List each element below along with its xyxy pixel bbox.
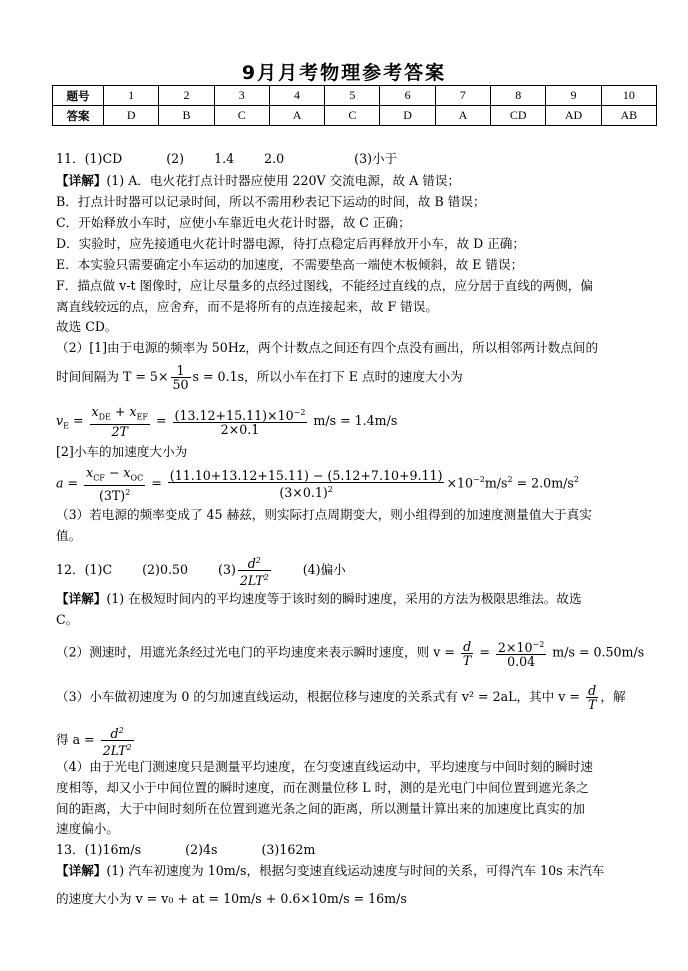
q11-part2-value2: 2.0 [264, 151, 285, 166]
formula-sub: EF [136, 412, 148, 422]
fraction-numerator: d [586, 684, 598, 698]
formula-var: 2LT [102, 743, 127, 759]
formula-sub: E [63, 421, 69, 431]
q12-part2: (2)0.50 [142, 562, 189, 578]
q13-detail-line: 的速度大小为 v = v₀ + at = 10m/s + 0.6×10m/s = 16m/s [56, 891, 407, 906]
q12-accel-result [56, 724, 136, 757]
detail-tag: 【详解】 [56, 173, 107, 188]
formula-sub: CF [93, 473, 105, 483]
q12-detail-line: 度相等，却又小于中间位置的瞬时速度，而在测量位移 L 时，测的是光电门中间位置到遮光条之 [56, 780, 589, 795]
formula-text: m/s = 1.4m/s [313, 412, 398, 428]
formula-var: a [56, 475, 64, 491]
formula-text: = 2.0m/s [512, 475, 574, 491]
fraction-numerator: $x_{DE} + x_{EF}$ [90, 405, 150, 425]
formula-var: x [129, 404, 137, 419]
q11-detail-line: [2]小车的加速度大小为 [56, 444, 188, 459]
q12-part1: 12．(1)C [56, 562, 113, 578]
fraction-denominator: 0.04 [507, 654, 536, 670]
q12-speed-formula: （2）测速时，用遮光条经过光电门的平均速度来表示瞬时速度，则 v = $\frac{d}{T}$ = $\frac{2\times 10^{-2}}{0.04}$ m/s = 0.50m/s [56, 638, 645, 670]
table-cell: AD [546, 106, 601, 126]
table-cell: B [159, 106, 214, 126]
fraction-numerator: (11.10+13.12+15.11) − (5.12+7.10+9.11) [169, 467, 443, 483]
fraction-numerator: $x_{CF} - x_{OC}$ [84, 466, 145, 486]
table-cell: A [269, 106, 324, 126]
q12-detail-line: 间的距离，大于中间时刻所在位置到遮光条之间的距离，所以测量计算出来的加速度比真实的加 [56, 801, 585, 816]
q11-part3: (3)小于 [354, 151, 398, 166]
q11-detail-line: （2）[1]由于电源的频率为 50Hz，两个计数点之间还有四个点没有画出，所以相邻两计数点间的 [56, 340, 599, 355]
table-cell: D [104, 106, 159, 126]
table-header-cell: 题号 [53, 86, 104, 106]
fraction-numerator [173, 406, 308, 423]
formula-text: s = 0.1s，所以小车在打下 E 点时的速度大小为 [192, 369, 463, 384]
q11-detail-line: D．实验时，应先接通电火花计时器电源，待打点稳定后再释放开小车，故 D 正确； [56, 236, 525, 251]
formula-sub: OC [130, 473, 144, 483]
formula-sup: 2 [125, 487, 131, 497]
q11-detail-line: 故选 CD。 [56, 319, 118, 334]
q11-detail-line: C．开始释放小车时，应使小车靠近电火花计时器，故 C 正确； [56, 215, 411, 230]
table-cell: 6 [380, 86, 435, 106]
fraction-denominator: 2×0.1 [220, 422, 260, 438]
formula-sup: −2 [293, 408, 306, 418]
formula-var: v [56, 412, 64, 428]
q11-part2: (2) [166, 151, 185, 166]
fraction-numerator: d [461, 640, 473, 654]
table-cell: C [214, 106, 269, 126]
q11-detail-line: （3）若电源的频率变成了 45 赫兹，则实际打点周期变大，则小组得到的加速度测量值大于真实 [56, 507, 592, 522]
table-cell: 5 [325, 86, 380, 106]
q11-answer-line [56, 150, 397, 168]
formula-text: m/s = 0.50m/s [552, 644, 645, 660]
formula-sup: 2 [126, 743, 132, 753]
fraction [168, 469, 445, 499]
table-cell: 8 [491, 86, 546, 106]
answer-table-row-number [53, 86, 657, 106]
answer-table [52, 85, 657, 126]
q11-period-line [56, 364, 463, 391]
q11-detail-line: 离直线较远的点，应舍弃，而不是将所有的点连接起来，故 F 错误。 [56, 299, 438, 314]
formula-text: （2）测速时，用遮光条经过光电门的平均速度来表示瞬时速度，则 v = [56, 644, 455, 660]
fraction-denominator [101, 741, 134, 757]
table-cell: AB [601, 106, 656, 126]
q12-detail-line: （4）由于光电门测速度只是测量平均速度，在匀变速直线运动中，平均速度与中间时刻的瞬时速 [56, 759, 593, 774]
detail-tag: 【详解】 [56, 863, 107, 878]
q12-accel-relation [56, 684, 626, 711]
formula-text: 得 a = [56, 732, 95, 748]
formula-var: d [247, 556, 256, 572]
formula-sup: 2 [327, 484, 333, 494]
formula-sup: 2 [507, 475, 513, 485]
fraction-numerator [101, 724, 134, 741]
table-cell: D [380, 106, 435, 126]
fraction-numerator [238, 554, 271, 571]
q12-detail-line [56, 590, 582, 608]
formula-sup: −2 [532, 640, 545, 649]
formula-var: x [123, 465, 131, 480]
detail-text: (1) A．电火花打点计时器应使用 220V 交流电源，故 A 错误； [106, 173, 461, 188]
q12-answer-line [56, 554, 346, 587]
q13-answer-line [56, 841, 315, 859]
table-cell: 10 [601, 86, 656, 106]
fraction [238, 554, 271, 587]
formula-sup: 2 [263, 573, 269, 583]
q11-part1: 11．(1)CD [56, 151, 123, 166]
formula-var: d [110, 726, 119, 742]
formula-sup: 2 [573, 475, 579, 485]
formula-var: x [91, 404, 99, 419]
table-cell: A [435, 106, 490, 126]
formula-var: 2LT [239, 573, 264, 589]
fraction [90, 405, 150, 438]
formula-sub: DE [98, 412, 111, 422]
q11-part2-value1: 1.4 [214, 151, 235, 166]
fraction-denominator: T [462, 652, 472, 668]
fraction [586, 684, 598, 711]
page-title: 9月月考物理参考答案 [241, 62, 447, 84]
fraction-denominator [84, 486, 145, 502]
detail-text: (1) 汽车初速度为 10m/s，根据匀变速直线运动速度与时间的关系，可得汽车 10s 末汽车 [106, 863, 605, 878]
formula-text: (3×0.1) [279, 484, 328, 500]
fraction-numerator: 1 [171, 364, 191, 378]
formula-text: (3T) [98, 487, 126, 503]
fraction [171, 364, 191, 391]
formula-sup: 2 [255, 556, 261, 565]
formula-text: m/s [484, 475, 508, 491]
table-cell: 3 [214, 86, 269, 106]
q13-part2: (2)4s [185, 842, 218, 857]
q11-detail-line: E．本实验只需要确定小车运动的加速度，不需要垫高一端使木板倾斜，故 E 错误； [56, 257, 524, 272]
formula-text: 2×10 [497, 640, 533, 656]
fraction [461, 640, 473, 667]
table-cell: C [325, 106, 380, 126]
formula-text: ×10 [446, 475, 474, 491]
formula-sup: −2 [473, 475, 485, 485]
detail-text: (1) 在极短时间内的平均速度等于该时刻的瞬时速度，采用的方法为极限思维法。故选 [106, 591, 582, 606]
formula-text: (13.12+15.11)×10 [174, 408, 294, 424]
fraction-denominator: 2T [111, 423, 128, 439]
table-cell: 4 [269, 86, 324, 106]
q13-part1: 13．(1)16m/s [56, 842, 142, 857]
table-cell: 9 [546, 86, 601, 106]
q11-velocity-formula: $v_E$ = $\frac{x_{DE} + x_{EF}}{2T}$ = $\frac{(13.12+15.11)\times 10^{-2}}{2\times 0.1}$ m/s = 1.4m/s [56, 404, 398, 439]
formula-text: 时间间隔为 T = 5× [56, 369, 169, 384]
fraction [173, 406, 308, 436]
answer-table-row-answer [53, 106, 657, 126]
table-cell: 2 [159, 86, 214, 106]
table-cell: 1 [104, 86, 159, 106]
fraction-denominator [168, 483, 445, 499]
fraction-denominator [238, 571, 271, 587]
q11-detail-line: B．打点计时器可以记录时间，所以不需用秒表记下运动的时间，故 B 错误； [56, 194, 486, 209]
formula-sup: 2 [118, 726, 124, 735]
q12-detail-line: 速度偏小。 [56, 821, 119, 836]
formula-var: x [86, 465, 94, 480]
fraction-numerator [496, 638, 546, 655]
q12-part4: (4)偏小 [302, 562, 346, 578]
fraction-denominator: T [587, 697, 597, 712]
table-cell: 7 [435, 86, 490, 106]
fraction [496, 638, 546, 668]
table-cell: CD [491, 106, 546, 126]
fraction [84, 466, 145, 502]
q11-detail-line: 值。 [56, 528, 82, 543]
q13-detail-line [56, 862, 604, 880]
q12-detail-line: C。 [56, 612, 79, 627]
detail-tag: 【详解】 [56, 591, 107, 606]
formula-text: （3）小车做初速度为 0 的匀加速直线运动，根据位移与速度的关系式有 v² = 2aL，其中 v = [56, 689, 580, 704]
q11-accel-formula: a = $\frac{x_{CF} - x_{OC}}{(3T)^2}$ = $\frac{(11.10+13.12+15.11) - (5.12+7.10+9.11)}{(3\times 0.1)^2}$ $\times 10^{-2}m/s^2 = 2.0m/s^2$ [56, 465, 579, 503]
table-header-cell: 答案 [53, 106, 104, 126]
formula-text: ，解 [600, 689, 626, 704]
q12-part3: (3) [218, 562, 236, 578]
q11-detail-line: F．描点做 v-t 图像时，应让尽量多的点经过图线，不能经过直线的点，应分居于直线的两侧，偏 [56, 278, 593, 293]
q13-part3: (3)162m [261, 842, 316, 857]
fraction-denominator: 50 [172, 377, 189, 392]
q11-detail-line [56, 172, 460, 190]
fraction [101, 724, 134, 757]
